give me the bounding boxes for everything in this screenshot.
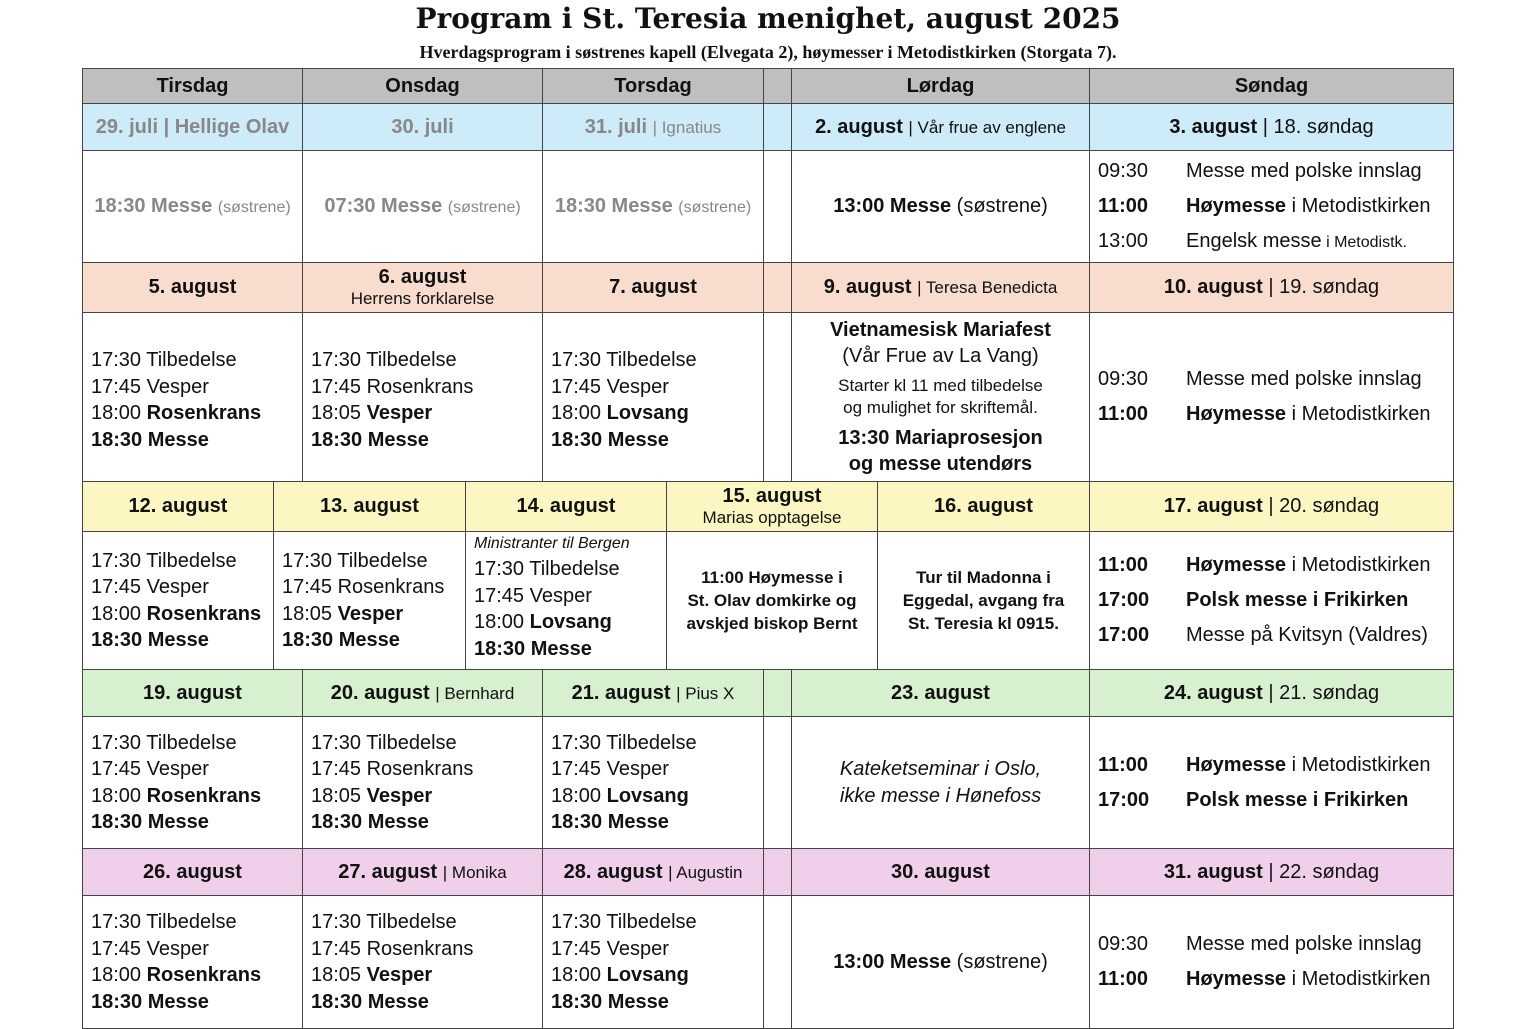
date-cell	[466, 482, 667, 532]
sunday-item: 11:00 Høymesse i Metodistkirken	[1098, 195, 1431, 217]
date-label: 6. august	[378, 266, 467, 289]
sunday-item: 11:00 Høymesse i Metodistkirken	[1098, 968, 1431, 990]
date-cell	[792, 104, 1090, 151]
sunday-schedule-cell	[1090, 532, 1454, 670]
schedule-cell: 17:30 Tilbedelse 17:45 Vesper 18:00 Lovsang 18:30 Messe	[543, 896, 764, 1029]
header-friday-spacer	[764, 68, 792, 104]
sunday-item: 17:00 Polsk messe i Frikirken	[1098, 589, 1409, 611]
feast-label: | Augustin	[668, 862, 743, 882]
schedule-cell: Kateketseminar i Oslo, ikke messe i Hønefoss	[792, 717, 1090, 849]
date-label: 2. august	[815, 115, 903, 138]
schedule-cell: Vietnamesisk Mariafest (Vår Frue av La Vang) Starter kl 11 med tilbedelse og mulighet for skriftemål. 13:30 Mariaprosesjon og messe utendørs	[792, 313, 1090, 482]
feast-label: | Pius X	[676, 683, 735, 703]
empty-cell	[764, 104, 792, 151]
date-cell	[1090, 849, 1454, 896]
location-note: (søstrene)	[217, 199, 291, 216]
sunday-item: 11:00 Høymesse i Metodistkirken	[1098, 554, 1431, 576]
feast-label: Herrens forklarelse	[350, 289, 495, 309]
page-title: Program i St. Teresia menighet, august 2025	[415, 2, 1121, 35]
schedule-cell	[543, 151, 764, 263]
date-label: 17. august	[1163, 495, 1263, 517]
mass-label: 13:00 Messe	[833, 195, 952, 217]
empty-cell	[764, 313, 792, 482]
schedule-cell: 17:30 Tilbedelse 17:45 Vesper 18:00 Rosenkrans 18:30 Messe	[82, 896, 303, 1029]
schedule-cell	[792, 896, 1090, 1029]
date-label: 30. juli	[391, 115, 454, 138]
sunday-item: 17:00 Polsk messe i Frikirken	[1098, 788, 1409, 811]
date-label: 15. august	[722, 485, 822, 508]
date-cell	[303, 849, 543, 896]
empty-cell	[764, 849, 792, 896]
date-label: 24. august	[1163, 681, 1263, 704]
date-cell	[543, 104, 764, 151]
header-sunday: Søndag	[1090, 68, 1454, 104]
date-cell	[543, 263, 764, 313]
date-label: 3. august	[1169, 115, 1258, 138]
mass-label: 13:00 Messe	[833, 950, 952, 973]
schedule-cell: 17:30 Tilbedelse 17:45 Vesper 18:00 Rosenkrans 18:30 Messe	[82, 532, 274, 670]
empty-cell	[764, 151, 792, 263]
feast-label: | Vår frue av englene	[908, 117, 1066, 137]
mass-label: 07:30 Messe	[324, 195, 443, 217]
sunday-schedule-cell	[1090, 313, 1454, 482]
date-cell	[792, 849, 1090, 896]
sunday-item: 11:00 Høymesse i Metodistkirken	[1098, 403, 1431, 425]
schedule-cell: 17:30 Tilbedelse 17:45 Rosenkrans 18:05 Vesper 18:30 Messe	[274, 532, 466, 670]
sunday-label: | 20. søndag	[1268, 495, 1380, 517]
mass-label: 18:30 Messe	[94, 195, 213, 217]
date-cell	[667, 482, 878, 532]
sunday-item: 09:30 Messe med polske innslag	[1098, 933, 1422, 955]
date-cell	[792, 670, 1090, 717]
date-label: 27. august	[338, 860, 438, 883]
schedule-cell: 17:30 Tilbedelse 17:45 Vesper 18:00 Rosenkrans 18:30 Messe	[82, 717, 303, 849]
schedule-cell: 17:30 Tilbedelse 17:45 Vesper 18:00 Lovsang 18:30 Messe	[543, 313, 764, 482]
note-text: Ministranter til Bergen	[474, 535, 630, 552]
schedule-cell: Tur til Madonna i Eggedal, avgang fra St. Teresia kl 0915.	[878, 532, 1090, 670]
date-label: 7. august	[609, 276, 697, 298]
date-cell	[543, 849, 764, 896]
page-subtitle: Hverdagsprogram i søstrenes kapell (Elvegata 2), høymesser i Metodistkirken (Storgata 7).	[419, 42, 1117, 62]
sunday-item: 13:00 Engelsk messe i Metodistk.	[1098, 230, 1407, 252]
date-cell	[82, 104, 303, 151]
date-cell	[82, 482, 274, 532]
schedule-cell: 17:30 Tilbedelse 17:45 Vesper 18:00 Lovsang 18:30 Messe	[543, 717, 764, 849]
date-cell	[792, 263, 1090, 313]
date-label: 14. august	[516, 495, 616, 517]
sunday-label: | 19. søndag	[1268, 276, 1380, 298]
sunday-item: 17:00 Messe på Kvitsyn (Valdres)	[1098, 624, 1428, 646]
date-cell	[82, 670, 303, 717]
date-cell	[878, 482, 1090, 532]
feast-label: | Ignatius	[652, 117, 722, 137]
sunday-schedule-cell	[1090, 896, 1454, 1029]
empty-cell	[764, 717, 792, 849]
date-label: 28. august	[563, 860, 663, 883]
empty-cell	[764, 896, 792, 1029]
date-label: 23. august	[891, 681, 990, 704]
date-label: 5. august	[148, 276, 237, 298]
location-note: (søstrene)	[678, 199, 752, 216]
date-label: 13. august	[320, 495, 419, 517]
date-cell	[274, 482, 466, 532]
sunday-label: | 18. søndag	[1262, 115, 1374, 138]
date-cell	[82, 263, 303, 313]
header-saturday: Lørdag	[792, 68, 1090, 104]
date-cell	[1090, 263, 1454, 313]
feast-label: | Bernhard	[435, 683, 515, 703]
schedule-table	[82, 68, 1454, 1029]
header-tuesday: Tirsdag	[82, 68, 303, 104]
sunday-label: | 22. søndag	[1268, 860, 1380, 883]
location-note: (søstrene)	[956, 195, 1048, 217]
header-wednesday: Onsdag	[303, 68, 543, 104]
date-cell	[303, 263, 543, 313]
schedule-cell: 17:30 Tilbedelse 17:45 Rosenkrans 18:05 Vesper 18:30 Messe	[303, 313, 543, 482]
location-note: (søstrene)	[956, 950, 1048, 973]
date-cell	[82, 849, 303, 896]
date-cell	[1090, 482, 1454, 532]
empty-cell	[764, 263, 792, 313]
header-thursday: Torsdag	[543, 68, 764, 104]
date-label: 20. august	[330, 681, 430, 704]
feast-label: | Monika	[442, 862, 507, 882]
date-label: 16. august	[934, 495, 1033, 517]
mass-label: 18:30 Messe	[554, 195, 673, 217]
feast-label: | Teresa Benedicta	[917, 278, 1058, 297]
sunday-schedule-cell	[1090, 717, 1454, 849]
date-cell	[1090, 670, 1454, 717]
date-label: 26. august	[143, 860, 242, 883]
date-cell	[303, 104, 543, 151]
date-cell	[543, 670, 764, 717]
sunday-item: 09:30 Messe med polske innslag	[1098, 160, 1422, 182]
date-label: 12. august	[128, 495, 228, 517]
date-label: 31. august	[1163, 860, 1263, 883]
date-label: 29. juli | Hellige Olav	[95, 115, 290, 138]
feast-label: Marias opptagelse	[702, 508, 842, 528]
date-label: 19. august	[143, 681, 242, 704]
sunday-item: 09:30 Messe med polske innslag	[1098, 368, 1422, 390]
date-label: 30. august	[891, 860, 990, 883]
schedule-cell	[303, 151, 543, 263]
schedule-cell: Ministranter til Bergen 17:30 Tilbedelse 17:45 Vesper 18:00 Lovsang 18:30 Messe	[466, 532, 667, 670]
date-label: 21. august	[571, 681, 671, 704]
date-label: 9. august	[823, 276, 912, 298]
date-cell	[303, 670, 543, 717]
schedule-cell: 17:30 Tilbedelse 17:45 Vesper 18:00 Rosenkrans 18:30 Messe	[82, 313, 303, 482]
schedule-cell	[82, 151, 303, 263]
sunday-item: 11:00 Høymesse i Metodistkirken	[1098, 753, 1431, 776]
schedule-cell	[792, 151, 1090, 263]
schedule-cell: 17:30 Tilbedelse 17:45 Rosenkrans 18:05 Vesper 18:30 Messe	[303, 717, 543, 849]
date-label: 10. august	[1163, 276, 1263, 298]
sunday-label: | 21. søndag	[1268, 681, 1380, 704]
date-cell	[1090, 104, 1454, 151]
sunday-schedule-cell	[1090, 151, 1454, 263]
date-label: 31. juli	[584, 115, 647, 138]
empty-cell	[764, 670, 792, 717]
schedule-cell: 17:30 Tilbedelse 17:45 Rosenkrans 18:05 Vesper 18:30 Messe	[303, 896, 543, 1029]
schedule-cell: 11:00 Høymesse i St. Olav domkirke og avskjed biskop Bernt	[667, 532, 878, 670]
location-note: (søstrene)	[447, 199, 521, 216]
